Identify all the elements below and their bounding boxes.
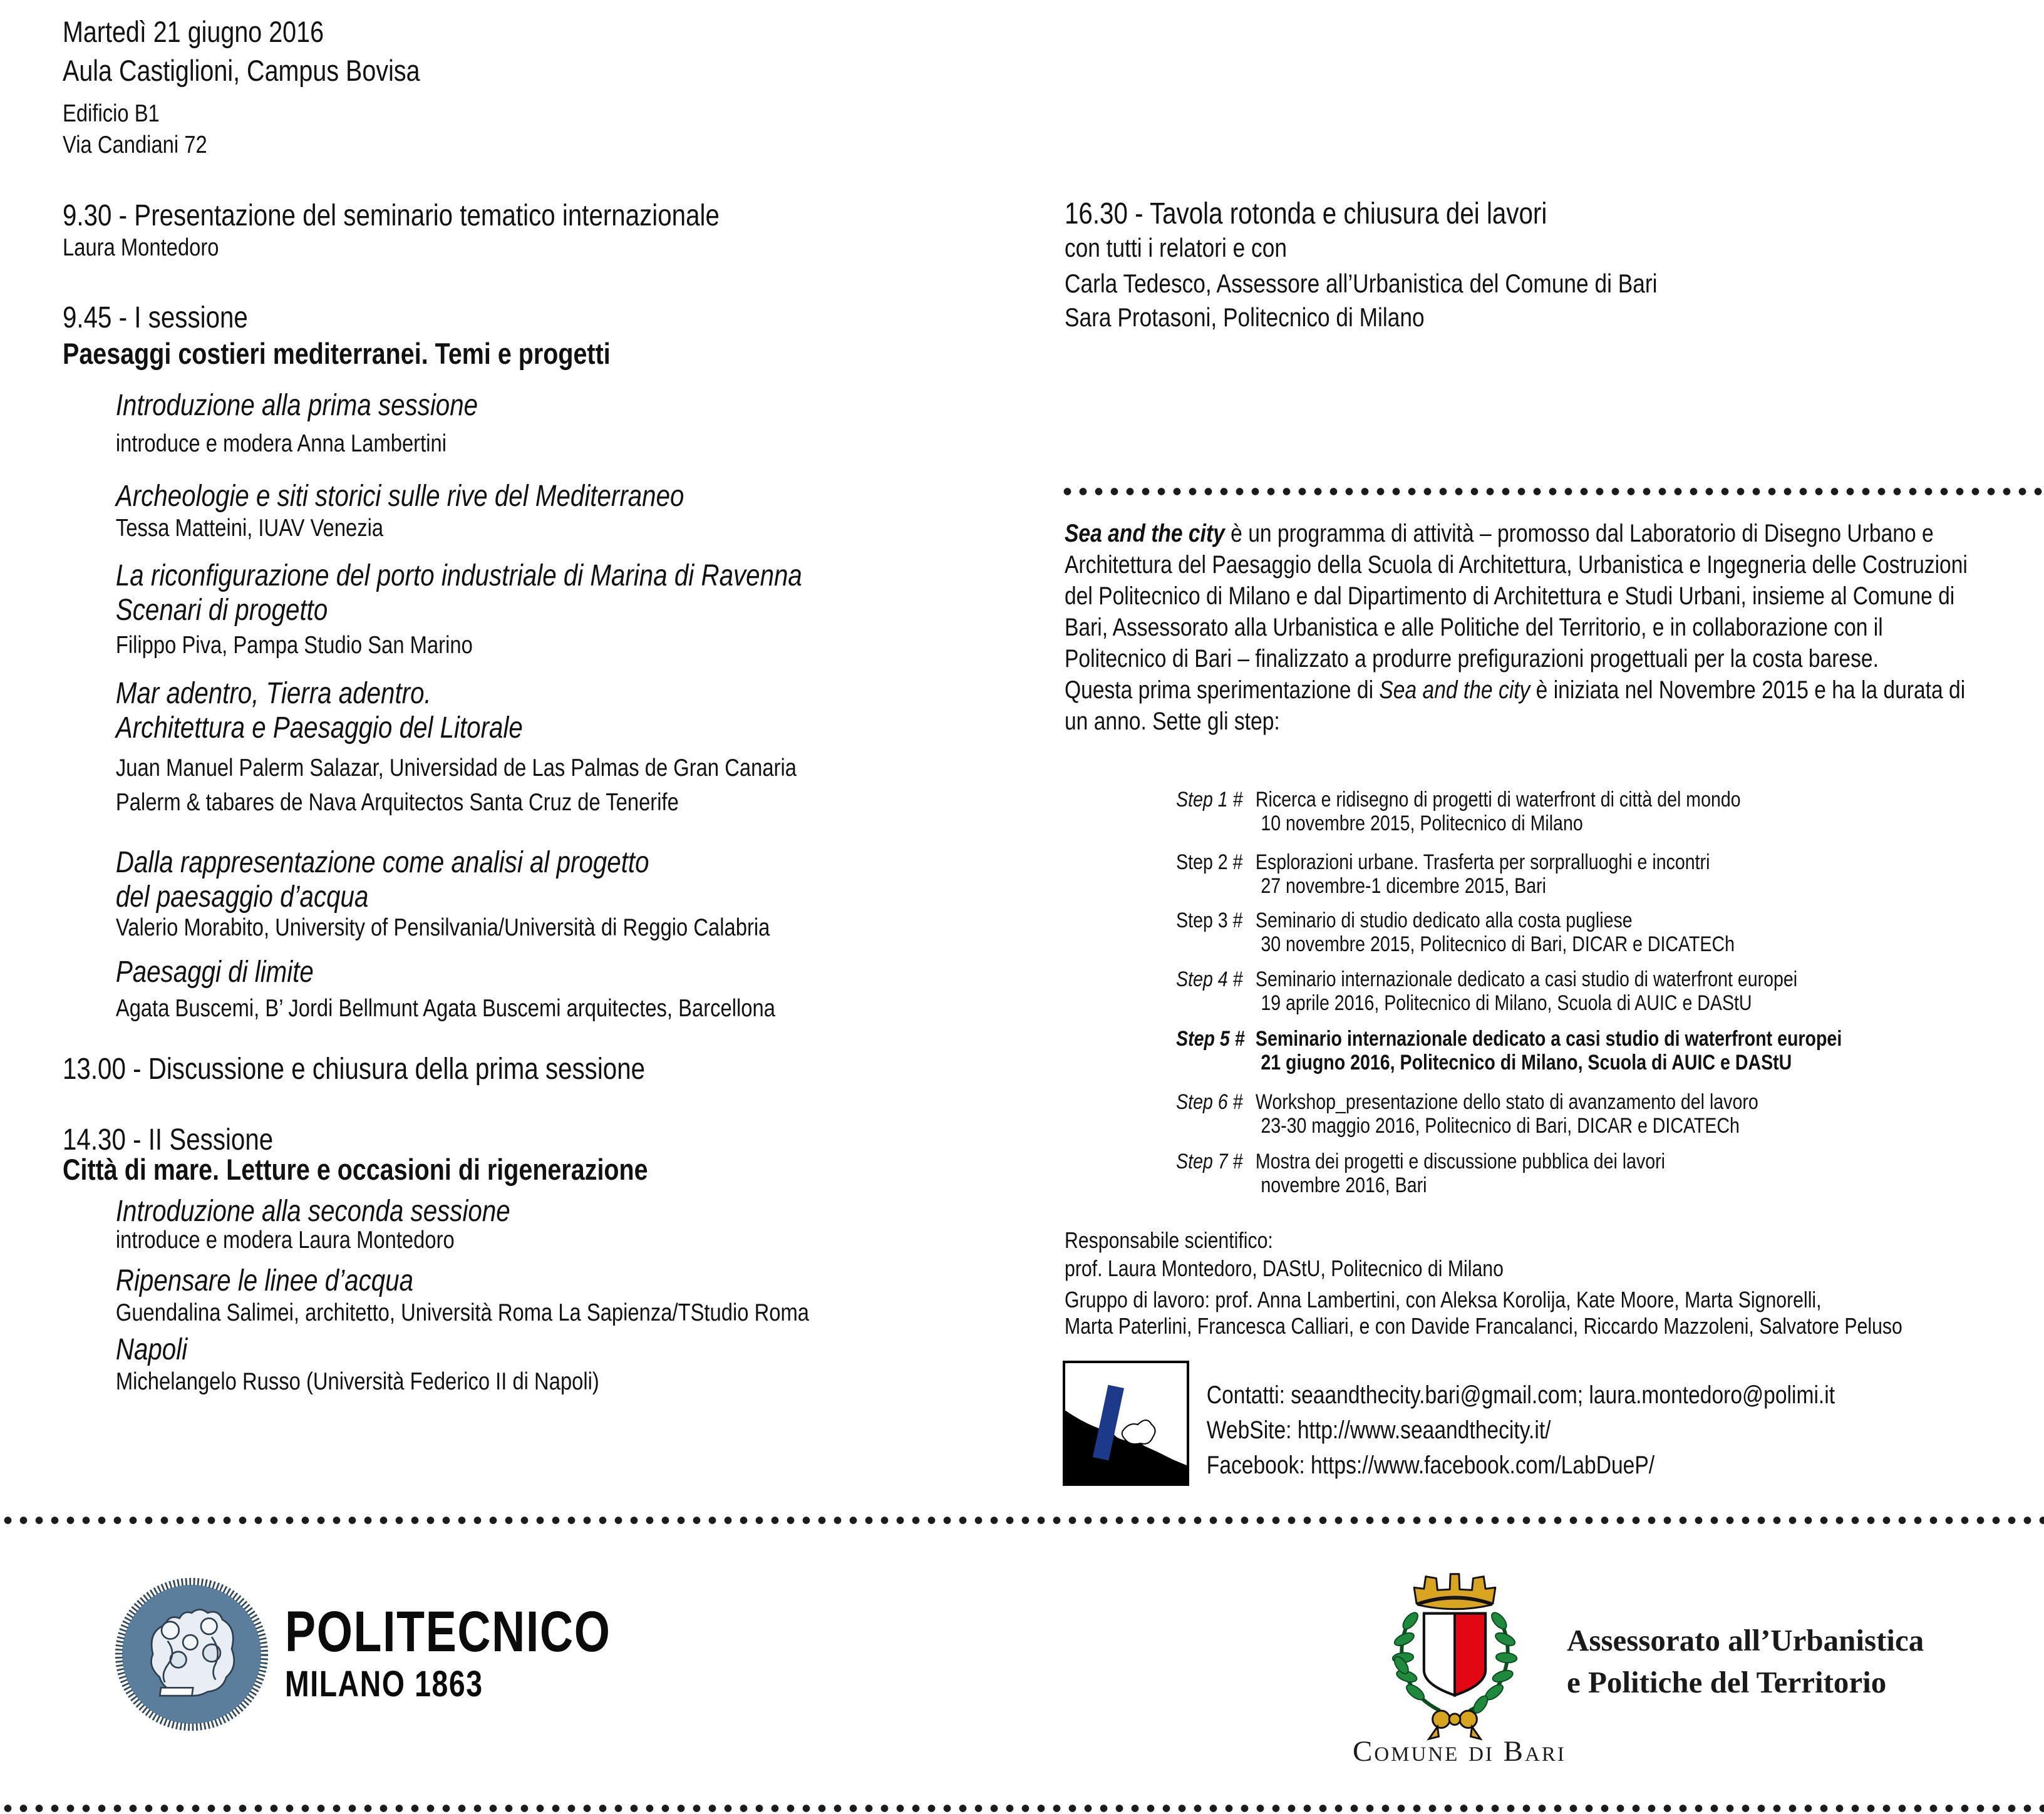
session2-time: 14.30 - II Sessione [63, 1123, 274, 1157]
step-label: Step 3 # [1176, 909, 1243, 932]
step-row [1176, 788, 1741, 835]
step-row [1176, 1090, 1758, 1138]
credits-role-label: Responsabile scientifico: [1065, 1227, 1273, 1253]
session1-time: 9.45 - I sessione [63, 301, 248, 334]
step-label: Step 7 # [1176, 1150, 1243, 1173]
dotted-separator-bottom [0, 1805, 2044, 1812]
talk-title-line: Ripensare le linee d’acqua [115, 1264, 414, 1297]
program-name-lead: Sea and the city [1065, 520, 1225, 547]
step-date: 19 aprile 2016, Politecnico di Milano, Scuola di AUIC e DAStU [1261, 991, 1752, 1015]
talk-speaker-line: Juan Manuel Palerm Salazar, Universidad de Las Palmas de Gran Canaria [115, 755, 797, 781]
talk-speaker-line: Tessa Matteini, IUAV Venezia [115, 515, 384, 542]
step-title: Esplorazioni urbane. Trasferta per sorpralluoghi e incontri [1255, 850, 1710, 874]
step-title: Workshop_presentazione dello stato di avanzamento del lavoro [1255, 1090, 1758, 1114]
step-title: Seminario internazionale dedicato a casi studio di waterfront europei [1255, 967, 1798, 991]
dotted-separator-full [0, 1517, 2044, 1524]
step-label: Step 4 # [1176, 967, 1243, 991]
step-label: Step 2 # [1176, 850, 1243, 874]
closing-first-session: 13.00 - Discussione e chiusura della prima sessione [63, 1053, 646, 1086]
politecnico-subline: MILANO 1863 [285, 1664, 483, 1704]
roundtable-with-line: con tutti i relatori e con [1065, 233, 1287, 262]
contact-website: WebSite: http://www.seaandthecity.it/ [1206, 1416, 1551, 1444]
talk-speaker-line: Valerio Morabito, University of Pensilvania/Università di Reggio Calabria [115, 914, 770, 941]
contact-facebook: Facebook: https://www.facebook.com/LabDueP/ [1206, 1451, 1655, 1479]
roundtable-time-title: 16.30 - Tavola rotonda e chiusura dei lavori [1065, 197, 1547, 230]
credits-team-1: Gruppo di lavoro: prof. Anna Lambertini, con Aleksa Korolija, Kate Moore, Marta Signorelli, [1065, 1287, 1822, 1312]
talk-title-line: La riconfigurazione del porto industriale di Marina di Ravenna [115, 559, 802, 592]
step-description [1256, 1027, 1842, 1074]
step-title: Seminario di studio dedicato alla costa pugliese [1255, 909, 1633, 932]
about-program [1065, 518, 1990, 737]
sea-and-the-city-logo [1063, 1361, 1189, 1486]
talk-title-line: Mar adentro, Tierra adentro. [115, 677, 431, 710]
step-label: Step 5 # [1176, 1027, 1245, 1051]
politecnico-wordmark: POLITECNICO [285, 1600, 611, 1664]
step-title: Ricerca e ridisegno di progetti di waterfront di città del mondo [1255, 788, 1741, 812]
talk-speaker-line: Palerm & tabares de Nava Arquitectos Santa Cruz de Tenerife [115, 789, 679, 816]
step-date: 21 giugno 2016, Politecnico di Milano, Scuola di AUIC e DAStU [1261, 1051, 1792, 1074]
about-paragraph-2: Questa prima sperimentazione di Sea and the city è iniziata nel Novembre 2015 e ha la durata di un anno. Sette gli step: [1065, 676, 1966, 735]
event-street: Via Candiani 72 [63, 131, 207, 158]
step-title: Mostra dei progetti e discussione pubblica dei lavori [1255, 1150, 1665, 1173]
roundtable-speaker-2: Sara Protasoni, Politecnico di Milano [1065, 302, 1425, 332]
session2-title: Città di mare. Letture e occasioni di rigenerazione [63, 1153, 648, 1186]
step-description [1256, 850, 1710, 898]
step-row [1176, 1150, 1665, 1197]
roundtable-speaker-1: Carla Tedesco, Assessore all’Urbanistica del Comune di Bari [1065, 269, 1658, 298]
program-name-mention: Sea and the city [1379, 676, 1530, 704]
talk-speaker-line: Filippo Piva, Pampa Studio San Marino [115, 632, 473, 659]
talk-title-line: Paesaggi di limite [115, 956, 314, 989]
talk-speaker-line: Michelangelo Russo (Università Federico II di Napoli) [115, 1368, 599, 1395]
step-description [1256, 967, 1797, 1015]
talk-title-line: Dalla rappresentazione come analisi al progetto [115, 846, 649, 879]
event-building: Edificio B1 [63, 100, 160, 127]
event-venue: Aula Castiglioni, Campus Bovisa [63, 54, 420, 87]
assessorato-text [1567, 1619, 1924, 1703]
talk-title-line: Introduzione alla prima sessione [115, 389, 478, 422]
step-label: Step 1 # [1176, 788, 1243, 812]
credits-team-2: Marta Paterlini, Francesca Calliari, e con Davide Francalanci, Riccardo Mazzoleni, Salvatore Peluso [1065, 1313, 1902, 1339]
step-date: 30 novembre 2015, Politecnico di Bari, DICAR e DICATECh [1261, 932, 1735, 956]
event-date: Martedì 21 giugno 2016 [63, 15, 324, 48]
step-row [1176, 850, 1710, 898]
step-date: novembre 2016, Bari [1261, 1173, 1427, 1197]
opening-time-title: 9.30 - Presentazione del seminario tematico internazionale [63, 199, 720, 232]
opening-speaker: Laura Montedoro [63, 234, 219, 261]
step-row [1176, 967, 1797, 1015]
step-description [1256, 909, 1735, 956]
comune-di-bari-caption: Comune di Bari [1353, 1735, 1566, 1768]
step-title: Seminario internazionale dedicato a casi studio di waterfront europei [1255, 1027, 1842, 1051]
talk-title-line: Archeologie e siti storici sulle rive del Mediterraneo [115, 480, 684, 513]
talk-title-line: del paesaggio d’acqua [115, 880, 369, 914]
talk-title-line: Napoli [115, 1333, 188, 1366]
talk-title-line: Architettura e Paesaggio del Litorale [115, 711, 523, 745]
talk-speaker-line: introduce e modera Anna Lambertini [115, 430, 446, 457]
session1-title: Paesaggi costieri mediterranei. Temi e progetti [63, 337, 611, 370]
talk-title-line: Scenari di progetto [115, 594, 328, 627]
step-row [1176, 1027, 1842, 1074]
about-paragraph-1: Sea and the city è un programma di attività – promosso dal Laboratorio di Disegno Urbano e Architettura del Paesaggio della Scuola di Architettura, Urbanistica e Ingegneria delle Costruzioni del Politecnico di Milano e dal Dipartimento di Architettura e Studi Urbani, insieme al Comune di Bari, Assessorato alla Urbanistica e alle Politiche del Territorio, e in collaborazione con il Politecnico di Bari – finalizzato a produrre prefigurazioni progettuali per la costa barese. [1065, 520, 1968, 673]
step-date: 27 novembre-1 dicembre 2015, Bari [1261, 874, 1546, 898]
contacts-block [1207, 1378, 1835, 1483]
talk-speaker-line: Guendalina Salimei, architetto, Università Roma La Sapienza/TStudio Roma [115, 1299, 809, 1326]
step-date: 10 novembre 2015, Politecnico di Milano [1261, 812, 1583, 835]
dotted-separator-right [1060, 488, 2044, 495]
politecnico-seal-icon [111, 1574, 272, 1734]
step-description [1256, 1090, 1758, 1138]
assessorato-line-2: e Politiche del Territorio [1567, 1665, 1887, 1699]
talk-speaker-line: introduce e modera Laura Montedoro [115, 1227, 455, 1254]
step-row [1176, 909, 1735, 956]
talk-title-line: Introduzione alla seconda sessione [115, 1195, 510, 1228]
contact-email: Contatti: seaandthecity.bari@gmail.com; laura.montedoro@polimi.it [1206, 1381, 1835, 1409]
credits-lead: prof. Laura Montedoro, DAStU, Politecnico di Milano [1065, 1255, 1504, 1281]
assessorato-line-1: Assessorato all’Urbanistica [1567, 1623, 1924, 1657]
comune-di-bari-crest-icon [1381, 1564, 1529, 1746]
step-description [1256, 1150, 1665, 1197]
step-date: 23-30 maggio 2016, Politecnico di Bari, DICAR e DICATECh [1261, 1114, 1740, 1138]
step-label: Step 6 # [1176, 1090, 1243, 1114]
talk-speaker-line: Agata Buscemi, B’ Jordi Bellmunt Agata Buscemi arquitectes, Barcellona [115, 995, 775, 1022]
step-description [1256, 788, 1741, 835]
